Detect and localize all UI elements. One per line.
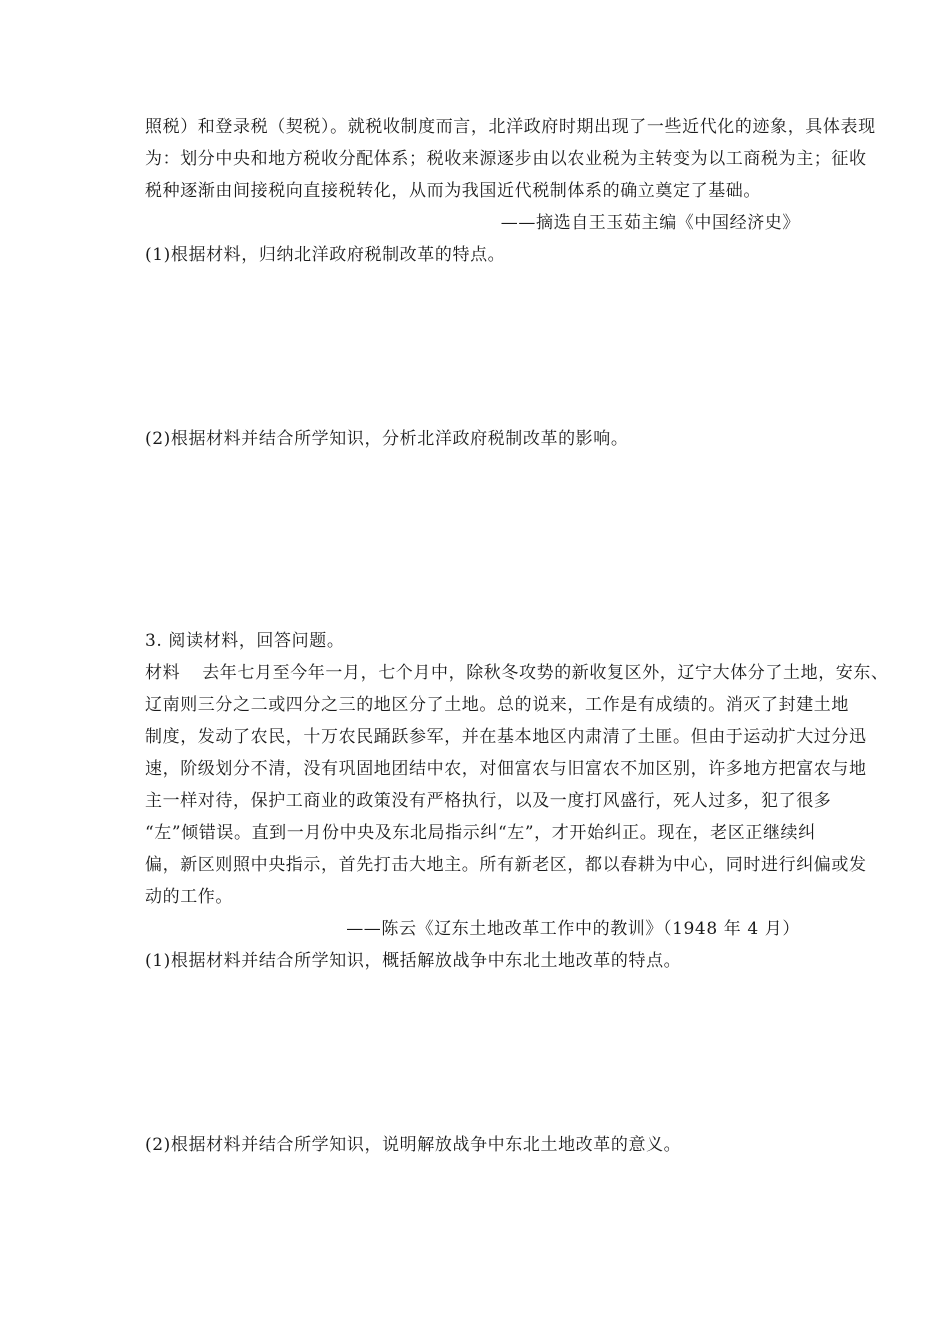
material-line (145, 661, 889, 685)
material-line: 偏，新区则照中央指示，首先打击大地主。所有新老区，都以春耕为中心，同时进行纠偏或发 (145, 855, 867, 875)
material-line: 速，阶级划分不清，没有巩固地团结中农，对佃富农与旧富农不加区别，许多地方把富农与地 (145, 759, 867, 779)
material-line: 税种逐渐由间接税向直接税转化，从而为我国近代税制体系的确立奠定了基础。 (145, 181, 761, 201)
material-line: “左”倾错误。直到一月份中央及东北局指示纠“左”，才开始纠正。现在，老区正继续纠 (145, 823, 816, 843)
question-3-heading: 3. 阅读材料，回答问题。 (145, 631, 345, 651)
material-label: 材料 (145, 663, 181, 683)
material-line: 照税）和登录税（契税）。就税收制度而言，北洋政府时期出现了一些近代化的迹象，具体表现 (145, 117, 876, 137)
material-source: ——陈云《辽东土地改革工作中的教训》（1948 年 4 月） (346, 919, 800, 939)
material-line: 辽南则三分之二或四分之三的地区分了土地。总的说来，工作是有成绩的。消灭了封建土地 (145, 695, 849, 715)
question-2-1: (1)根据材料，归纳北洋政府税制改革的特点。 (145, 245, 506, 265)
material-line: 主一样对待，保护工商业的政策没有严格执行，以及一度打风盛行，死人过多，犯了很多 (145, 791, 832, 811)
question-3-2: (2)根据材料并结合所学知识，说明解放战争中东北土地改革的意义。 (145, 1135, 682, 1155)
question-2-2: (2)根据材料并结合所学知识，分析北洋政府税制改革的影响。 (145, 429, 629, 449)
material-line: 动的工作。 (145, 887, 233, 907)
material-line: 制度，发动了农民，十万农民踊跃参军，并在基本地区内肃清了土匪。但由于运动扩大过分迅 (145, 727, 867, 747)
question-3-1: (1)根据材料并结合所学知识，概括解放战争中东北土地改革的特点。 (145, 951, 682, 971)
material-line: 为：划分中央和地方税收分配体系；税收来源逐步由以农业税为主转变为以工商税为主；征收 (145, 149, 867, 169)
material-source: ——摘选自王玉茹主编《中国经济史》 (500, 213, 800, 233)
material-text: 去年七月至今年一月，七个月中，除秋冬攻势的新收复区外，辽宁大体分了土地，安东、 (202, 663, 889, 683)
